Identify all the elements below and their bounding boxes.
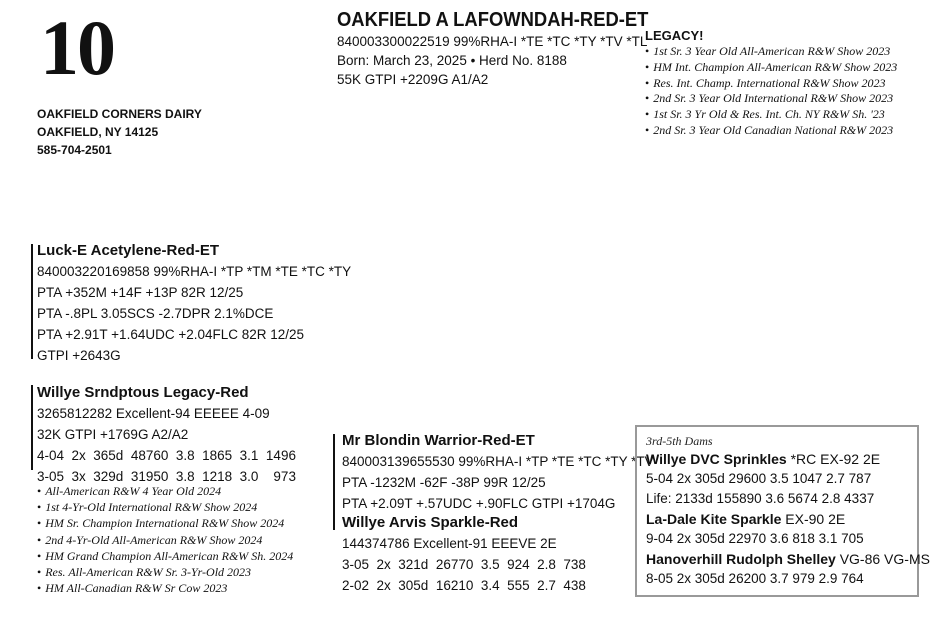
maternal-grandsire-name: Mr Blondin Warrior-Red-ET bbox=[342, 432, 535, 449]
maternal-granddam-record: 2-02 2x 305d 16210 3.4 555 2.7 438 bbox=[342, 578, 586, 593]
ancestor-dam-record: 9-04 2x 305d 22970 3.6 818 3.1 705 bbox=[646, 531, 864, 546]
consignor-location: OAKFIELD, NY 14125 bbox=[37, 125, 159, 139]
legacy-item: • 2nd Sr. 3 Year Old International R&W Show 2023 bbox=[645, 91, 897, 107]
animal-id-line: 840003300022519 99%RHA-I *TE *TC *TY *TV *TL bbox=[337, 34, 648, 49]
dam-honor-item: • 2nd 4-Yr-Old All-American R&W Show 2024 bbox=[37, 532, 293, 548]
dam-honor-item: • 1st 4-Yr-Old International R&W Show 2024 bbox=[37, 499, 293, 515]
dam-record: 3-05 3x 329d 31950 3.8 1218 3.0 973 bbox=[37, 469, 296, 484]
maternal-granddam-name: Willye Arvis Sparkle-Red bbox=[342, 514, 519, 531]
ancestor-dam-classification: *RC EX-92 2E bbox=[786, 451, 881, 467]
sire-info bbox=[37, 240, 351, 366]
legacy-title: LEGACY! bbox=[645, 28, 704, 43]
animal-info bbox=[337, 8, 675, 89]
maternal-grandsire-line: 840003139655530 99%RHA-I *TP *TE *TC *TY *TV bbox=[342, 454, 654, 469]
ancestor-dam-name-text: Hanoverhill Rudolph Shelley bbox=[646, 551, 836, 567]
dam-name: Willye Srndptous Legacy-Red bbox=[37, 384, 249, 401]
mgs-bracket-line bbox=[333, 434, 335, 530]
maternal-grandsire-info bbox=[342, 430, 654, 514]
dam-honor-item: • HM All-Canadian R&W Sr Cow 2023 bbox=[37, 580, 293, 596]
ancestor-dams-box bbox=[635, 425, 930, 597]
legacy-item: • 1st Sr. 3 Year Old All-American R&W Show 2023 bbox=[645, 44, 897, 60]
maternal-granddam-line: 144374786 Excellent-91 EEEVE 2E bbox=[342, 536, 557, 551]
ancestor-dam-record: 5-04 2x 305d 29600 3.5 1047 2.7 787 bbox=[646, 471, 872, 486]
animal-birth-line: Born: March 23, 2025 • Herd No. 8188 bbox=[337, 53, 567, 68]
animal-gtpi-line: 55K GTPI +2209G A1/A2 bbox=[337, 72, 489, 87]
dam-bracket-line bbox=[31, 385, 33, 470]
consignor-info bbox=[37, 105, 202, 159]
sire-name: Luck-E Acetylene-Red-ET bbox=[37, 242, 219, 259]
legacy-item: • HM Int. Champion All-American R&W Show 2023 bbox=[645, 60, 897, 76]
legacy-item: • Res. Int. Champ. International R&W Show 2023 bbox=[645, 76, 897, 92]
dam-honor-item: • HM Sr. Champion International R&W Show 2024 bbox=[37, 515, 293, 531]
dam-info bbox=[37, 382, 296, 487]
dam-honor-item: • All-American R&W 4 Year Old 2024 bbox=[37, 483, 293, 499]
dam-line: 32K GTPI +1769G A2/A2 bbox=[37, 427, 189, 442]
legacy-item: • 2nd Sr. 3 Year Old Canadian National R&W 2023 bbox=[645, 123, 897, 139]
maternal-grandsire-line: PTA -1232M -62F -38P 99R 12/25 bbox=[342, 475, 546, 490]
sire-line: GTPI +2643G bbox=[37, 348, 121, 363]
dam-record: 4-04 2x 365d 48760 3.8 1865 3.1 1496 bbox=[37, 448, 296, 463]
ancestor-dam-name bbox=[646, 449, 909, 469]
consignor-name: OAKFIELD CORNERS DAIRY bbox=[37, 107, 202, 121]
ancestor-dam-name bbox=[646, 509, 909, 529]
maternal-granddam-record: 3-05 2x 321d 26770 3.5 924 2.8 738 bbox=[342, 557, 586, 572]
maternal-granddam-info bbox=[342, 512, 586, 596]
lot-number: 10 bbox=[40, 4, 114, 91]
ancestor-dam-name-text: La-Dale Kite Sparkle bbox=[646, 511, 782, 527]
dam-honors bbox=[37, 483, 293, 596]
ancestor-dam-record: Life: 2133d 155890 3.6 5674 2.8 4337 bbox=[646, 491, 875, 506]
dam-line: 3265812282 Excellent-94 EEEEE 4-09 bbox=[37, 406, 270, 421]
ancestor-dam-classification: VG-86 VG-MS bbox=[835, 551, 930, 567]
ancestor-dam-record: 8-05 2x 305d 26200 3.7 979 2.9 764 bbox=[646, 571, 864, 586]
animal-name: OAKFIELD A LAFOWNDAH-RED-ET bbox=[337, 9, 649, 31]
legacy-item: • 1st Sr. 3 Yr Old & Res. Int. Ch. NY R&W Sh. '23 bbox=[645, 107, 897, 123]
sire-line: 840003220169858 99%RHA-I *TP *TM *TE *TC *TY bbox=[37, 264, 352, 279]
maternal-grandsire-line: PTA +2.09T +.57UDC +.90FLC GTPI +1704G bbox=[342, 496, 616, 511]
sire-line: PTA +2.91T +1.64UDC +2.04FLC 82R 12/25 bbox=[37, 327, 305, 342]
consignor-phone: 585-704-2501 bbox=[37, 143, 112, 157]
ancestor-dam-name bbox=[646, 549, 930, 569]
legacy-section bbox=[645, 27, 897, 139]
ancestor-dam-classification: EX-90 2E bbox=[781, 511, 846, 527]
sire-line: PTA +352M +14F +13P 82R 12/25 bbox=[37, 285, 244, 300]
dam-honors-list bbox=[37, 483, 293, 596]
ancestor-dam-name-text: Willye DVC Sprinkles bbox=[646, 451, 787, 467]
ancestor-dams-header: 3rd-5th Dams bbox=[646, 434, 713, 448]
sire-bracket-line bbox=[31, 244, 33, 359]
legacy-list bbox=[645, 44, 897, 139]
sire-line: PTA -.8PL 3.05SCS -2.7DPR 2.1%DCE bbox=[37, 306, 274, 321]
dam-honor-item: • Res. All-American R&W Sr. 3-Yr-Old 2023 bbox=[37, 564, 293, 580]
dam-honor-item: • HM Grand Champion All-American R&W Sh. 2024 bbox=[37, 548, 293, 564]
